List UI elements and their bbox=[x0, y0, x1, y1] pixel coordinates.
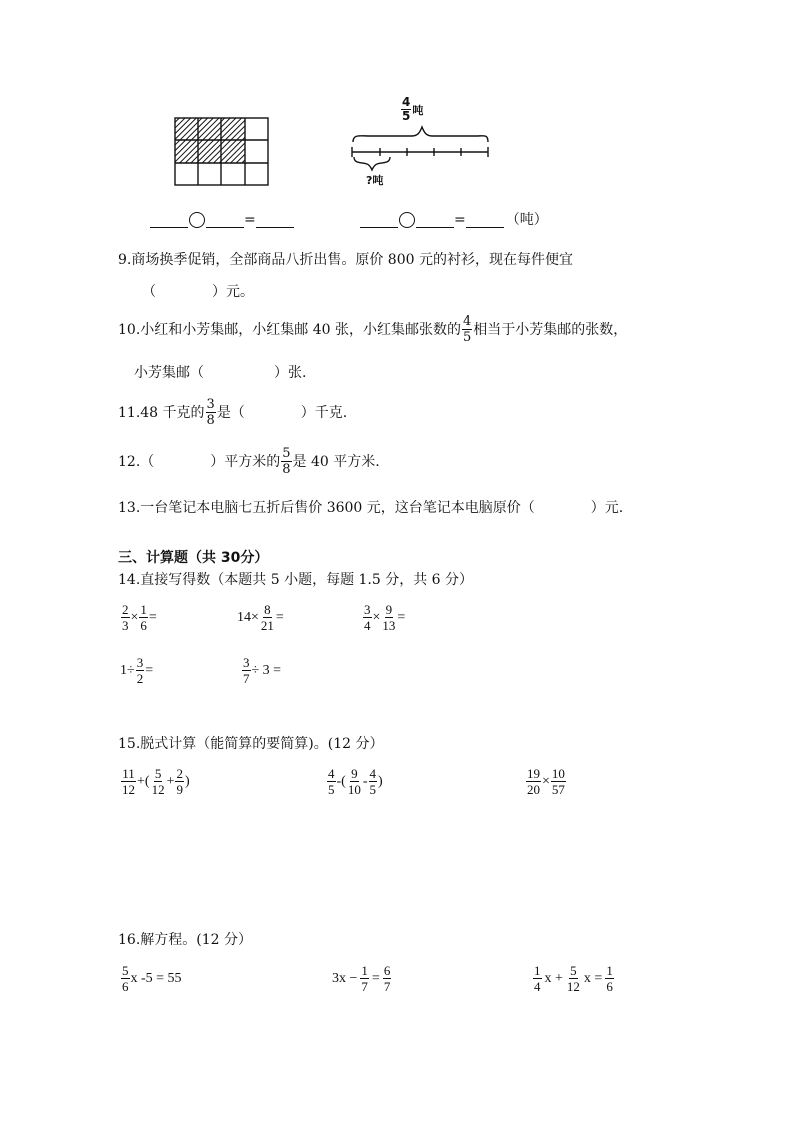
q16-equation-3 bbox=[532, 963, 615, 994]
numerator: 3 bbox=[364, 602, 371, 617]
numerator: 1 bbox=[534, 963, 541, 978]
question-10-text-b: 相当于小芳集邮的张数， bbox=[473, 321, 628, 338]
denominator: 2 bbox=[136, 671, 144, 686]
answer-blank[interactable] bbox=[206, 213, 244, 228]
operator-circle[interactable] bbox=[189, 212, 205, 228]
operator: × bbox=[130, 609, 139, 625]
question-16-title: 16.解方程。(12 分） bbox=[118, 932, 252, 948]
equals-sign: = bbox=[371, 970, 380, 986]
denominator: 57 bbox=[551, 782, 565, 797]
numerator: 11 bbox=[122, 766, 135, 781]
equation-rest: x -5 = 55 bbox=[130, 970, 182, 986]
numerator: 6 bbox=[383, 963, 391, 978]
denominator: 12 bbox=[122, 782, 135, 797]
numerator: 2 bbox=[122, 602, 129, 617]
q14-expression-3 bbox=[362, 602, 405, 633]
numerator: 5 bbox=[122, 963, 129, 978]
numerator: 3 bbox=[243, 655, 250, 670]
expression-rest: ÷ 3 = bbox=[251, 662, 282, 678]
whole-number: 1÷ bbox=[120, 662, 135, 678]
q15-expression-1 bbox=[120, 766, 190, 797]
question-12-fraction bbox=[281, 446, 291, 477]
numerator: 1 bbox=[140, 602, 147, 617]
operator: ) bbox=[184, 773, 190, 789]
denominator: 7 bbox=[383, 979, 391, 994]
numerator: 3 bbox=[136, 655, 144, 670]
bar-bottom-label: ?吨 bbox=[366, 174, 384, 187]
answer-blank[interactable] bbox=[466, 213, 504, 228]
numerator: 4 bbox=[328, 766, 335, 781]
question-12-text-b: 是 40 平方米. bbox=[292, 453, 380, 470]
denominator: 7 bbox=[243, 671, 250, 686]
bar-top-unit: 吨 bbox=[412, 103, 424, 117]
equals-sign: = bbox=[145, 662, 154, 678]
numerator: 1 bbox=[361, 963, 368, 978]
denominator: 12 bbox=[151, 782, 165, 797]
question-11-fraction bbox=[206, 397, 216, 428]
equation-prefix: 3x − bbox=[332, 970, 358, 986]
equals-sign: = bbox=[275, 609, 284, 625]
answer-blank[interactable] bbox=[256, 213, 294, 228]
operator-circle[interactable] bbox=[399, 212, 415, 228]
numerator: 9 bbox=[351, 766, 358, 781]
blank-equation-right bbox=[360, 210, 548, 230]
section-3-heading: 三、计算题（共 30分） bbox=[118, 550, 269, 566]
q16-equation-1 bbox=[120, 963, 182, 994]
operator: -( bbox=[336, 773, 346, 789]
q15-expression-3 bbox=[525, 766, 567, 797]
denominator: 8 bbox=[206, 413, 215, 428]
denominator: 5 bbox=[369, 782, 376, 797]
numerator: 2 bbox=[176, 766, 183, 781]
bar-top-denominator: 5 bbox=[402, 109, 411, 123]
question-10-line1 bbox=[118, 314, 627, 345]
question-10-text-a: 10.小红和小芳集邮，小红集邮 40 张，小红集邮张数的 bbox=[118, 321, 461, 338]
operator: + bbox=[166, 773, 175, 789]
bar-top-label bbox=[400, 96, 423, 123]
q14-expression-2 bbox=[237, 602, 284, 633]
equation-middle: x + bbox=[544, 970, 563, 986]
question-9-line2: （ ）元。 bbox=[142, 284, 254, 300]
numerator: 5 bbox=[282, 446, 291, 461]
blank-equation-left bbox=[150, 210, 294, 230]
denominator: 21 bbox=[260, 618, 274, 633]
numerator: 1 bbox=[606, 963, 613, 978]
question-12 bbox=[118, 446, 380, 477]
equals-sign: = bbox=[397, 609, 406, 625]
question-14-title: 14.直接写得数（本题共 5 小题，每题 1.5 分，共 6 分） bbox=[118, 572, 474, 588]
q15-expression-2 bbox=[326, 766, 383, 797]
question-15-title: 15.脱式计算（能简算的要简算)。(12 分） bbox=[118, 736, 384, 752]
question-13: 13.一台笔记本电脑七五折后售价 3600 元，这台笔记本电脑原价（ ）元. bbox=[118, 500, 624, 516]
equals-sign: = bbox=[148, 609, 157, 625]
question-11-text-a: 11.48 千克的 bbox=[118, 404, 205, 421]
denominator: 10 bbox=[347, 782, 361, 797]
equals-sign: x = bbox=[583, 970, 603, 986]
numerator: 4 bbox=[369, 766, 376, 781]
denominator: 6 bbox=[606, 979, 613, 994]
equals-sign: = bbox=[454, 212, 466, 228]
bracket-bar-diagram bbox=[348, 124, 494, 174]
numerator: 4 bbox=[462, 314, 472, 329]
denominator: 7 bbox=[361, 979, 368, 994]
equals-sign: = bbox=[244, 212, 256, 228]
denominator: 5 bbox=[462, 330, 472, 345]
operator: +( bbox=[137, 773, 150, 789]
numerator: 3 bbox=[206, 397, 215, 412]
question-11 bbox=[118, 397, 347, 428]
operator: ) bbox=[378, 773, 383, 789]
answer-blank[interactable] bbox=[360, 213, 398, 228]
denominator: 4 bbox=[364, 618, 371, 633]
answer-blank[interactable] bbox=[150, 213, 188, 228]
operator: - bbox=[362, 773, 368, 789]
denominator: 5 bbox=[328, 782, 335, 797]
q16-equation-2 bbox=[332, 963, 392, 994]
numerator: 5 bbox=[570, 963, 577, 978]
q14-expression-4 bbox=[120, 655, 153, 686]
shaded-grid-diagram bbox=[174, 117, 270, 187]
whole-number: 14× bbox=[237, 609, 259, 625]
denominator: 8 bbox=[282, 462, 291, 477]
question-9-line1: 9.商场换季促销，全部商品八折出售。原价 800 元的衬衫，现在每件便宜 bbox=[118, 252, 573, 268]
operator: × bbox=[542, 773, 550, 789]
denominator: 6 bbox=[140, 618, 147, 633]
question-10-line2: 小芳集邮（ ）张. bbox=[134, 365, 307, 381]
denominator: 9 bbox=[176, 782, 183, 797]
q14-expression-5 bbox=[241, 655, 281, 686]
answer-blank[interactable] bbox=[416, 213, 454, 228]
denominator: 12 bbox=[566, 979, 580, 994]
numerator: 10 bbox=[551, 766, 565, 781]
numerator: 8 bbox=[264, 602, 271, 617]
operator: × bbox=[372, 609, 381, 625]
q14-expression-1 bbox=[120, 602, 157, 633]
unit-label: （吨） bbox=[505, 212, 548, 228]
numerator: 9 bbox=[385, 602, 393, 617]
denominator: 4 bbox=[534, 979, 541, 994]
bar-top-numerator: 4 bbox=[402, 95, 411, 109]
numerator: 19 bbox=[527, 766, 540, 781]
denominator: 6 bbox=[122, 979, 129, 994]
question-10-fraction bbox=[462, 314, 472, 345]
denominator: 20 bbox=[527, 782, 540, 797]
question-11-text-b: 是（ ）千克. bbox=[216, 404, 348, 421]
numerator: 5 bbox=[154, 766, 162, 781]
question-12-text-a: 12.（ ）平方米的 bbox=[118, 453, 281, 470]
denominator: 3 bbox=[122, 618, 129, 633]
denominator: 13 bbox=[382, 618, 396, 633]
